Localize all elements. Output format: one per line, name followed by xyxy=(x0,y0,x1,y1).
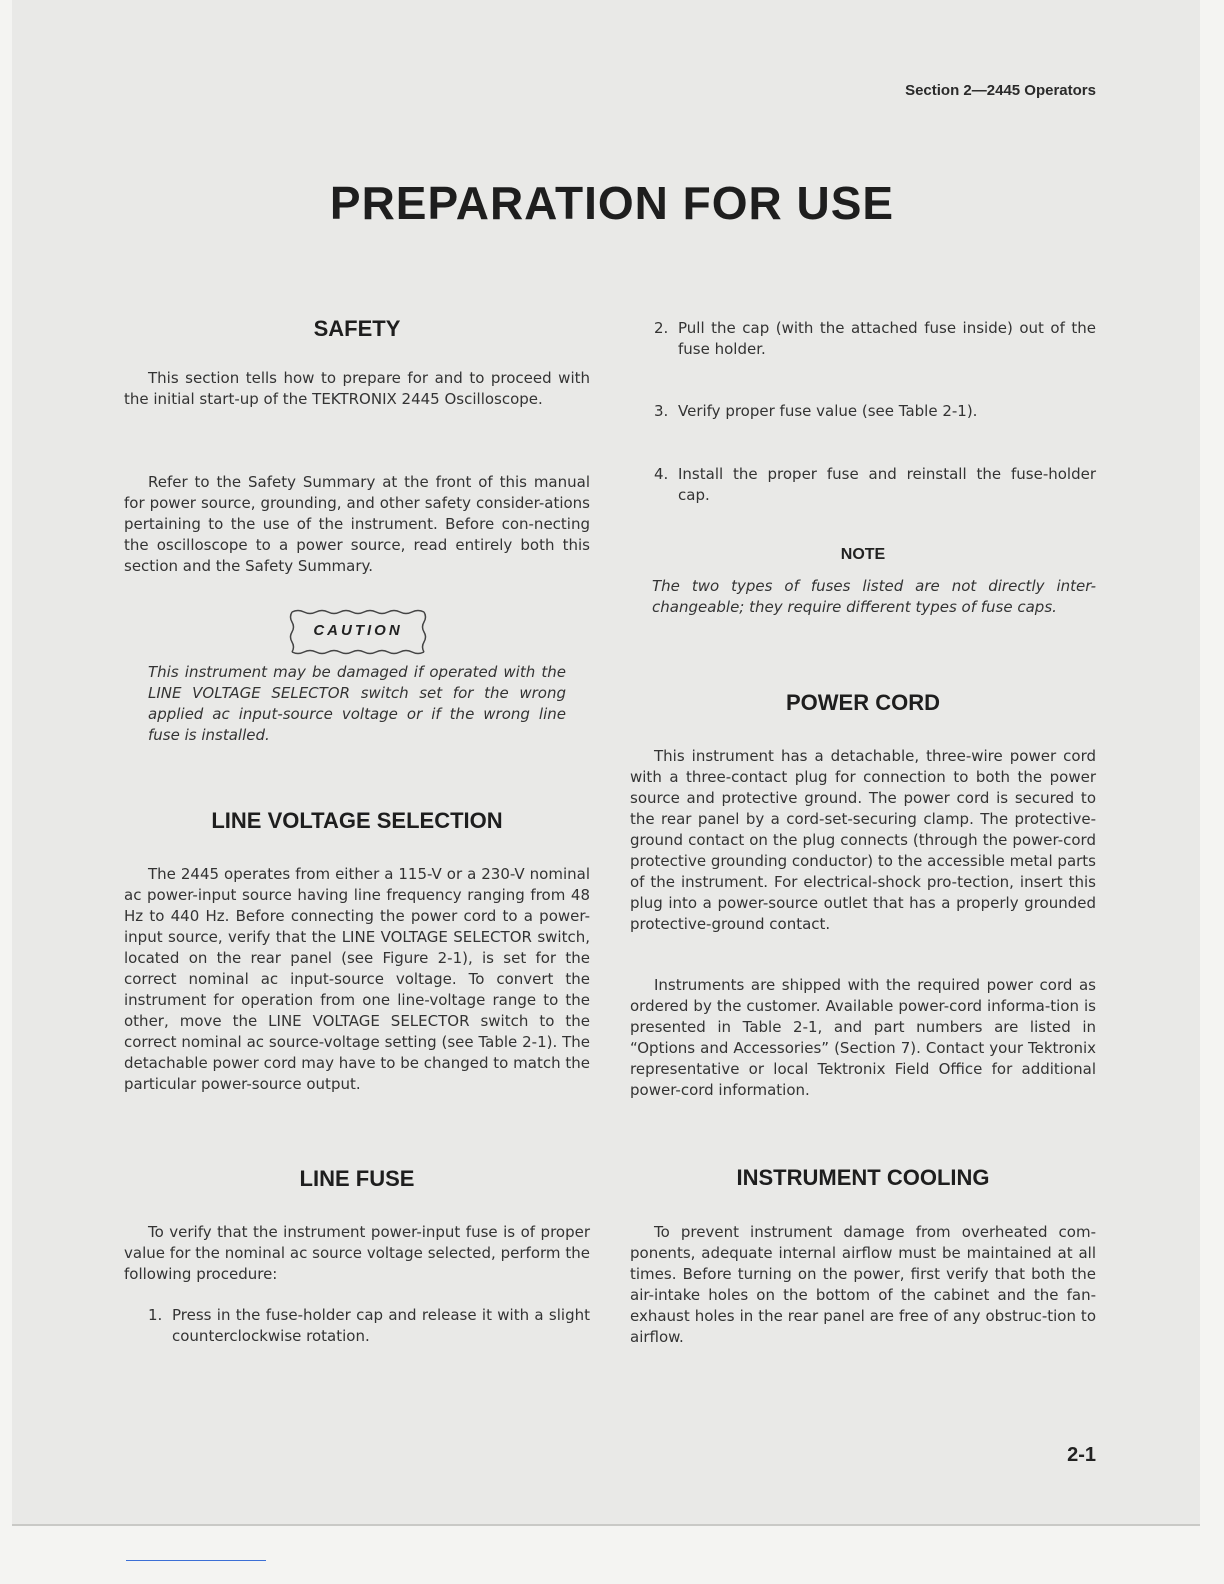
power-cord-paragraph-2: Instruments are shipped with the required power cord as ordered by the customer. Available power-cord informa-tion is presented in Table 2-1, and part numbers are listed in “Options and Accessories” (Section 7). Contact your Tektronix representative or local Tektronix Field Office for additional power-cord information. xyxy=(630,976,1096,1099)
line-fuse-paragraph: To verify that the instrument power-input fuse is of proper value for the nominal ac source voltage selected, perform the following procedure: xyxy=(124,1223,590,1283)
note-section xyxy=(630,546,1096,564)
step-text: Press in the fuse-holder cap and release it with a slight counterclockwise rotation. xyxy=(172,1306,590,1345)
step-number: 4. xyxy=(654,465,669,483)
caution-text-wrap xyxy=(148,662,566,746)
power-cord-section xyxy=(630,690,1096,716)
page-edge xyxy=(12,1524,1200,1526)
line-fuse-section xyxy=(124,1166,590,1192)
step-text: Pull the cap (with the attached fuse inside) out of the fuse holder. xyxy=(678,319,1096,358)
step-number: 3. xyxy=(654,402,669,420)
power-cord-paragraph-1: This instrument has a detachable, three-wire power cord with a three-contact plug for connection to both the power source and protective ground. The power cord is secured to the rear panel by a cord-set-securing clamp. The protective-ground contact on the plug connects (through the power-cord protective grounding conductor) to the accessible metal parts of the instrument. For electrical-shock pro-tection, insert this plug into a power-source outlet that has a properly grounded protective-ground contact. xyxy=(630,747,1096,933)
fuse-step-3 xyxy=(654,401,1096,422)
safety-section xyxy=(124,316,590,342)
cooling-heading: INSTRUMENT COOLING xyxy=(736,1165,990,1190)
step-text: Verify proper fuse value (see Table 2-1). xyxy=(678,402,978,420)
power-cord-paragraph-1-wrap xyxy=(630,746,1096,935)
safety-paragraph-2-wrap xyxy=(124,472,590,577)
fuse-step-4 xyxy=(654,464,1096,506)
line-voltage-heading: LINE VOLTAGE SELECTION xyxy=(211,808,503,833)
note-text-wrap xyxy=(652,576,1096,618)
caution-badge xyxy=(288,608,428,656)
line-voltage-paragraph: The 2445 operates from either a 115-V or a 230-V nominal ac power-input source having line frequency ranging from 48 Hz to 440 Hz. Before connecting the power cord to a power-input source, verify that the LINE VOLTAGE SELECTOR switch, located on the rear panel (see Figure 2-1), is set for the correct nominal ac input-source voltage. To convert the instrument for operation from one line-voltage range to the other, move the LINE VOLTAGE SELECTOR switch to the correct nominal ac source-voltage setting (see Table 2-1). The detachable power cord may have to be changed to match the particular power-source output. xyxy=(124,865,590,1093)
fuse-step-2 xyxy=(654,318,1096,360)
line-fuse-paragraph-wrap xyxy=(124,1222,590,1285)
section-header: Section 2—2445 Operators xyxy=(905,82,1096,99)
line-fuse-heading: LINE FUSE xyxy=(299,1166,415,1191)
line-voltage-paragraph-wrap xyxy=(124,864,590,1095)
note-heading: NOTE xyxy=(840,546,886,563)
caution-text: This instrument may be damaged if operated with the LINE VOLTAGE SELECTOR switch set for the wrong applied ac input-source voltage or if the wrong line fuse is installed. xyxy=(148,663,566,744)
cooling-paragraph: To prevent instrument damage from overheated com-ponents, adequate internal airflow must be maintained at all times. Before turning on the power, first verify that both the air-intake holes on the bottom of the cabinet and the fan-exhaust holes in the rear panel are free of any obstruc-tion to airflow. xyxy=(630,1223,1096,1346)
line-voltage-section xyxy=(124,808,590,834)
step-number: 2. xyxy=(654,319,669,337)
step-text: Install the proper fuse and reinstall the fuse-holder cap. xyxy=(678,465,1096,504)
safety-paragraph-2: Refer to the Safety Summary at the front of this manual for power source, grounding, and other safety consider-ations pertaining to the use of the instrument. Before con-necting the oscilloscope to a power source, read entirely both this section and the Safety Summary. xyxy=(124,473,590,575)
safety-heading: SAFETY xyxy=(313,316,401,341)
power-cord-paragraph-2-wrap xyxy=(630,975,1096,1101)
page-title: PREPARATION FOR USE xyxy=(329,177,895,229)
step-number: 1. xyxy=(148,1306,163,1324)
cooling-section xyxy=(630,1165,1096,1191)
page-number: 2-1 xyxy=(1067,1444,1096,1466)
caution-label: CAUTION xyxy=(313,622,403,639)
note-text: The two types of fuses listed are not directly inter-changeable; they require different types of fuse caps. xyxy=(652,577,1096,616)
power-cord-heading: POWER CORD xyxy=(786,690,940,715)
footer-link-line xyxy=(126,1560,266,1561)
safety-paragraph-1-wrap xyxy=(124,368,590,410)
line-fuse-step-1 xyxy=(148,1305,590,1347)
cooling-paragraph-wrap xyxy=(630,1222,1096,1348)
safety-paragraph-1: This section tells how to prepare for and to proceed with the initial start-up of the TEKTRONIX 2445 Oscilloscope. xyxy=(124,369,590,408)
